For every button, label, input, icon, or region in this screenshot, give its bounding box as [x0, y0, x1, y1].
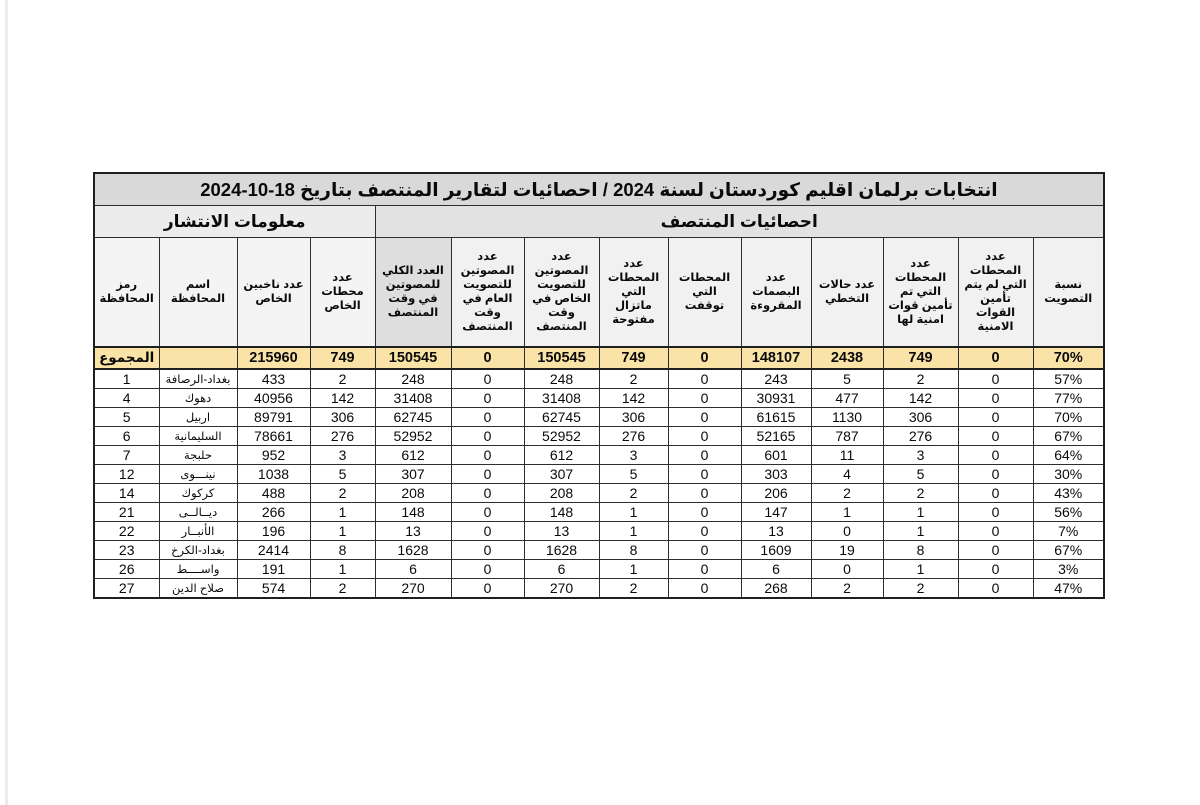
cell-special-stations: 142 [310, 389, 375, 408]
totals-row [94, 347, 1104, 369]
cell-general-voters-mid: 0 [451, 484, 524, 503]
total-province-name [159, 347, 237, 369]
cell-stations-stopped: 0 [668, 579, 741, 599]
cell-province-code: 1 [94, 369, 159, 389]
cell-province-name: واســــط [159, 560, 237, 579]
cell-special-stations: 2 [310, 579, 375, 599]
cell-special-electors: 488 [237, 484, 310, 503]
cell-special-voters-mid: 52952 [524, 427, 599, 446]
statistics-table-container [95, 172, 1105, 599]
cell-stations-unsecured: 0 [958, 503, 1033, 522]
column-header-stations-secured: عدد المحطات التي تم تأمين قوات امنية لها [883, 238, 958, 348]
cell-special-stations: 306 [310, 408, 375, 427]
cell-general-voters-mid: 0 [451, 522, 524, 541]
cell-stations-secured: 8 [883, 541, 958, 560]
total-row-label: المجموع [94, 347, 159, 369]
cell-override-cases: 2 [811, 484, 883, 503]
cell-general-voters-mid: 0 [451, 408, 524, 427]
column-header-fingerprints-read: عدد البصمات المقروءة [741, 238, 811, 348]
cell-special-stations: 2 [310, 484, 375, 503]
cell-total-voters-mid: 62745 [375, 408, 451, 427]
column-header-special-voters-mid: عدد المصوتين للتصويت الخاص في وقت المنتصف [524, 238, 599, 348]
table-row [94, 522, 1104, 541]
total-override-cases: 2438 [811, 347, 883, 369]
cell-stations-stopped: 0 [668, 465, 741, 484]
cell-override-cases: 1 [811, 503, 883, 522]
table-body [94, 369, 1104, 598]
total-special-stations: 749 [310, 347, 375, 369]
cell-voting-rate: 3% [1033, 560, 1104, 579]
cell-override-cases: 5 [811, 369, 883, 389]
cell-override-cases: 787 [811, 427, 883, 446]
cell-general-voters-mid: 0 [451, 427, 524, 446]
cell-special-stations: 2 [310, 369, 375, 389]
cell-province-code: 12 [94, 465, 159, 484]
total-voting-rate: 70% [1033, 347, 1104, 369]
table-row [94, 484, 1104, 503]
cell-override-cases: 0 [811, 522, 883, 541]
cell-stations-stopped: 0 [668, 369, 741, 389]
cell-stations-unsecured: 0 [958, 389, 1033, 408]
cell-stations-stopped: 0 [668, 427, 741, 446]
total-special-voters-mid: 150545 [524, 347, 599, 369]
cell-stations-stopped: 0 [668, 560, 741, 579]
cell-stations-secured: 276 [883, 427, 958, 446]
cell-fingerprints-read: 6 [741, 560, 811, 579]
column-header-general-voters-mid: عدد المصوتين للتصويت العام في وقت المنتصف [451, 238, 524, 348]
cell-total-voters-mid: 307 [375, 465, 451, 484]
table-row [94, 408, 1104, 427]
cell-voting-rate: 57% [1033, 369, 1104, 389]
cell-voting-rate: 67% [1033, 427, 1104, 446]
cell-province-code: 27 [94, 579, 159, 599]
cell-total-voters-mid: 6 [375, 560, 451, 579]
column-header-voting-rate: نسبة التصويت [1033, 238, 1104, 348]
cell-stations-unsecured: 0 [958, 408, 1033, 427]
cell-fingerprints-read: 303 [741, 465, 811, 484]
cell-total-voters-mid: 612 [375, 446, 451, 465]
group-header-midday-stats: احصائيات المنتصف [375, 206, 1104, 238]
column-header-stations-open: عدد المحطات التي ماتزال مفتوحة [599, 238, 668, 348]
cell-stations-stopped: 0 [668, 446, 741, 465]
cell-special-electors: 2414 [237, 541, 310, 560]
cell-stations-secured: 1 [883, 560, 958, 579]
total-stations-unsecured: 0 [958, 347, 1033, 369]
cell-special-voters-mid: 612 [524, 446, 599, 465]
cell-special-voters-mid: 307 [524, 465, 599, 484]
cell-stations-open: 3 [599, 446, 668, 465]
cell-province-name: نينـــوى [159, 465, 237, 484]
cell-fingerprints-read: 30931 [741, 389, 811, 408]
cell-total-voters-mid: 31408 [375, 389, 451, 408]
cell-total-voters-mid: 52952 [375, 427, 451, 446]
cell-stations-open: 2 [599, 484, 668, 503]
cell-fingerprints-read: 601 [741, 446, 811, 465]
cell-stations-stopped: 0 [668, 389, 741, 408]
cell-province-name: بغداد-الكرخ [159, 541, 237, 560]
group-band-row [94, 206, 1104, 238]
cell-total-voters-mid: 248 [375, 369, 451, 389]
total-total-voters-mid: 150545 [375, 347, 451, 369]
cell-special-electors: 40956 [237, 389, 310, 408]
cell-override-cases: 11 [811, 446, 883, 465]
cell-stations-unsecured: 0 [958, 522, 1033, 541]
cell-province-name: دهوك [159, 389, 237, 408]
cell-stations-open: 5 [599, 465, 668, 484]
cell-fingerprints-read: 206 [741, 484, 811, 503]
column-header-row [94, 238, 1104, 348]
cell-province-name: السليمانية [159, 427, 237, 446]
cell-voting-rate: 67% [1033, 541, 1104, 560]
cell-override-cases: 1130 [811, 408, 883, 427]
cell-stations-stopped: 0 [668, 541, 741, 560]
cell-special-electors: 952 [237, 446, 310, 465]
cell-override-cases: 2 [811, 579, 883, 599]
cell-stations-open: 306 [599, 408, 668, 427]
cell-general-voters-mid: 0 [451, 446, 524, 465]
cell-stations-open: 1 [599, 503, 668, 522]
cell-stations-unsecured: 0 [958, 427, 1033, 446]
column-header-total-voters-mid: العدد الكلي للمصوتين في وقت المنتصف [375, 238, 451, 348]
cell-override-cases: 4 [811, 465, 883, 484]
cell-override-cases: 477 [811, 389, 883, 408]
cell-voting-rate: 70% [1033, 408, 1104, 427]
cell-special-voters-mid: 31408 [524, 389, 599, 408]
cell-stations-secured: 306 [883, 408, 958, 427]
cell-province-code: 21 [94, 503, 159, 522]
cell-general-voters-mid: 0 [451, 369, 524, 389]
cell-province-code: 7 [94, 446, 159, 465]
cell-general-voters-mid: 0 [451, 541, 524, 560]
table-row [94, 541, 1104, 560]
total-stations-stopped: 0 [668, 347, 741, 369]
cell-total-voters-mid: 13 [375, 522, 451, 541]
cell-province-name: حلبجة [159, 446, 237, 465]
cell-special-voters-mid: 248 [524, 369, 599, 389]
cell-special-voters-mid: 1628 [524, 541, 599, 560]
cell-stations-open: 2 [599, 579, 668, 599]
cell-province-name: ديــالــى [159, 503, 237, 522]
total-special-electors: 215960 [237, 347, 310, 369]
cell-fingerprints-read: 52165 [741, 427, 811, 446]
cell-stations-unsecured: 0 [958, 369, 1033, 389]
table-row [94, 465, 1104, 484]
cell-total-voters-mid: 270 [375, 579, 451, 599]
cell-province-code: 14 [94, 484, 159, 503]
cell-stations-secured: 2 [883, 369, 958, 389]
cell-voting-rate: 7% [1033, 522, 1104, 541]
cell-general-voters-mid: 0 [451, 560, 524, 579]
cell-province-code: 4 [94, 389, 159, 408]
column-header-special-stations: عدد محطات الخاص [310, 238, 375, 348]
cell-fingerprints-read: 147 [741, 503, 811, 522]
cell-special-stations: 5 [310, 465, 375, 484]
cell-special-voters-mid: 270 [524, 579, 599, 599]
cell-stations-unsecured: 0 [958, 541, 1033, 560]
cell-province-code: 22 [94, 522, 159, 541]
cell-general-voters-mid: 0 [451, 465, 524, 484]
cell-stations-secured: 1 [883, 522, 958, 541]
cell-stations-open: 1 [599, 560, 668, 579]
cell-special-electors: 196 [237, 522, 310, 541]
cell-voting-rate: 30% [1033, 465, 1104, 484]
cell-province-code: 23 [94, 541, 159, 560]
table-row [94, 427, 1104, 446]
cell-special-stations: 1 [310, 522, 375, 541]
scan-edge-artifact [5, 0, 8, 805]
cell-voting-rate: 47% [1033, 579, 1104, 599]
cell-special-stations: 3 [310, 446, 375, 465]
group-header-distribution-info: معلومات الانتشار [94, 206, 375, 238]
cell-province-code: 26 [94, 560, 159, 579]
total-stations-secured: 749 [883, 347, 958, 369]
cell-special-voters-mid: 13 [524, 522, 599, 541]
table-row [94, 446, 1104, 465]
cell-province-code: 5 [94, 408, 159, 427]
cell-stations-open: 1 [599, 522, 668, 541]
cell-special-voters-mid: 148 [524, 503, 599, 522]
cell-stations-stopped: 0 [668, 408, 741, 427]
column-header-province-code: رمز المحافظة [94, 238, 159, 348]
column-header-province-name: اسم المحافظة [159, 238, 237, 348]
cell-stations-unsecured: 0 [958, 484, 1033, 503]
cell-special-stations: 8 [310, 541, 375, 560]
total-stations-open: 749 [599, 347, 668, 369]
cell-fingerprints-read: 13 [741, 522, 811, 541]
cell-stations-secured: 1 [883, 503, 958, 522]
cell-stations-secured: 5 [883, 465, 958, 484]
cell-fingerprints-read: 243 [741, 369, 811, 389]
cell-special-voters-mid: 208 [524, 484, 599, 503]
cell-override-cases: 0 [811, 560, 883, 579]
cell-province-code: 6 [94, 427, 159, 446]
cell-stations-stopped: 0 [668, 484, 741, 503]
cell-province-name: كركوك [159, 484, 237, 503]
table-title-row [94, 173, 1104, 206]
cell-fingerprints-read: 1609 [741, 541, 811, 560]
cell-voting-rate: 77% [1033, 389, 1104, 408]
cell-stations-open: 8 [599, 541, 668, 560]
cell-special-electors: 191 [237, 560, 310, 579]
cell-province-name: صلاح الدين [159, 579, 237, 599]
cell-special-electors: 433 [237, 369, 310, 389]
table-row [94, 369, 1104, 389]
table-row [94, 579, 1104, 599]
total-general-voters-mid: 0 [451, 347, 524, 369]
cell-total-voters-mid: 208 [375, 484, 451, 503]
total-fingerprints-read: 148107 [741, 347, 811, 369]
cell-total-voters-mid: 1628 [375, 541, 451, 560]
cell-special-stations: 1 [310, 503, 375, 522]
cell-special-electors: 1038 [237, 465, 310, 484]
column-header-stations-unsecured: عدد المحطات التي لم يتم تأمين القوات الامنية [958, 238, 1033, 348]
cell-stations-unsecured: 0 [958, 446, 1033, 465]
cell-special-voters-mid: 62745 [524, 408, 599, 427]
cell-override-cases: 19 [811, 541, 883, 560]
cell-stations-open: 2 [599, 369, 668, 389]
cell-general-voters-mid: 0 [451, 389, 524, 408]
cell-special-electors: 266 [237, 503, 310, 522]
cell-voting-rate: 56% [1033, 503, 1104, 522]
cell-special-electors: 574 [237, 579, 310, 599]
cell-stations-unsecured: 0 [958, 560, 1033, 579]
cell-special-electors: 78661 [237, 427, 310, 446]
column-header-special-electors: عدد ناخبين الخاص [237, 238, 310, 348]
cell-province-name: الأنبــار [159, 522, 237, 541]
cell-special-stations: 276 [310, 427, 375, 446]
cell-stations-secured: 2 [883, 579, 958, 599]
cell-general-voters-mid: 0 [451, 503, 524, 522]
cell-special-electors: 89791 [237, 408, 310, 427]
column-header-override-cases: عدد حالات التخطي [811, 238, 883, 348]
cell-stations-secured: 2 [883, 484, 958, 503]
cell-stations-unsecured: 0 [958, 465, 1033, 484]
cell-stations-secured: 3 [883, 446, 958, 465]
page-title: انتخابات برلمان اقليم كوردستان لسنة 2024 / احصائيات لتقارير المنتصف بتاريخ 18-10-2024 [94, 173, 1104, 206]
cell-province-name: بغداد-الرصافة [159, 369, 237, 389]
cell-voting-rate: 64% [1033, 446, 1104, 465]
cell-stations-open: 276 [599, 427, 668, 446]
cell-stations-stopped: 0 [668, 522, 741, 541]
cell-stations-unsecured: 0 [958, 579, 1033, 599]
cell-total-voters-mid: 148 [375, 503, 451, 522]
table-row [94, 389, 1104, 408]
cell-fingerprints-read: 268 [741, 579, 811, 599]
table-row [94, 560, 1104, 579]
cell-voting-rate: 43% [1033, 484, 1104, 503]
table-row [94, 503, 1104, 522]
column-header-stations-stopped: المحطات التي توقفت [668, 238, 741, 348]
election-statistics-table [93, 172, 1105, 599]
cell-fingerprints-read: 61615 [741, 408, 811, 427]
cell-province-name: اربيل [159, 408, 237, 427]
cell-special-stations: 1 [310, 560, 375, 579]
cell-special-voters-mid: 6 [524, 560, 599, 579]
cell-stations-open: 142 [599, 389, 668, 408]
cell-stations-stopped: 0 [668, 503, 741, 522]
cell-general-voters-mid: 0 [451, 579, 524, 599]
cell-stations-secured: 142 [883, 389, 958, 408]
